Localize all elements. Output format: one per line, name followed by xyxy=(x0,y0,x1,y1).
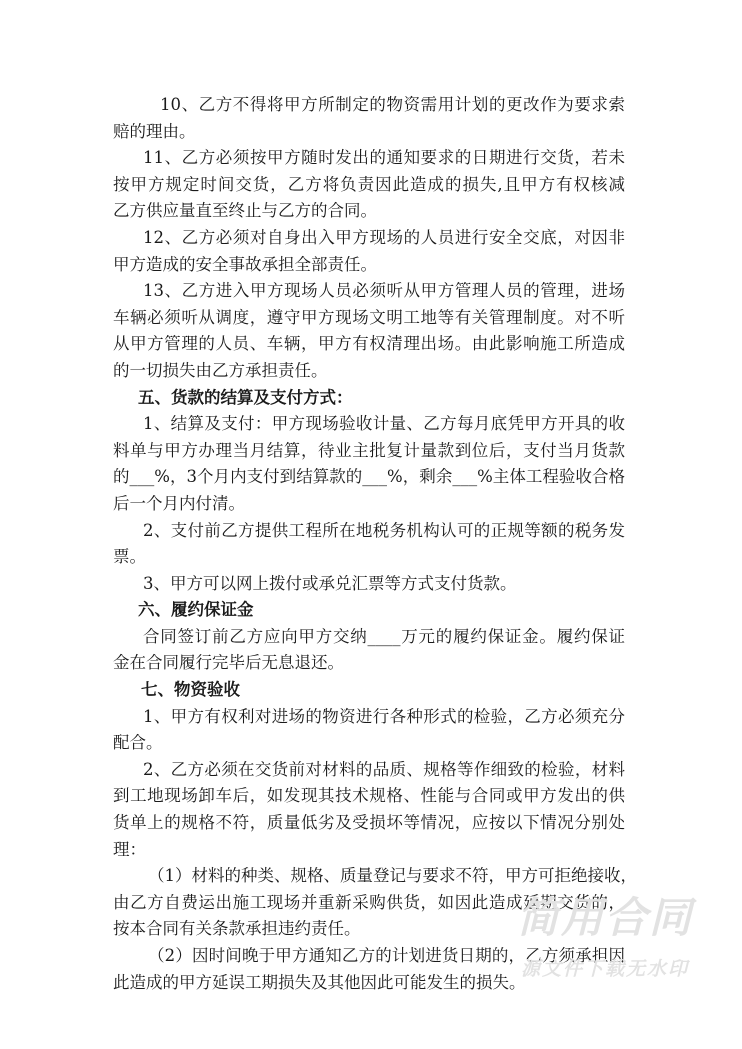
text-line: 料单与甲方办理当月结算，待业主批复计量款到位后，支付当月货款 xyxy=(113,440,625,460)
text-line: 理： xyxy=(113,839,146,859)
clause-paragraph xyxy=(113,704,625,757)
text-line: 2、支付前乙方提供工程所在地税务机构认可的正规等额的税务发 xyxy=(143,520,625,540)
text-line: 1、甲方有权利对进场的物资进行各种形式的检验，乙方必须充分 xyxy=(143,706,625,726)
text-line: 甲方造成的安全事故承担全部责任。 xyxy=(113,254,377,274)
section-heading xyxy=(113,597,625,624)
clause-paragraph xyxy=(113,278,625,384)
text-line: 七、物资验收 xyxy=(141,680,240,700)
clause-paragraph xyxy=(113,624,625,677)
text-line: 由乙方自费运出施工现场并重新采购供货，如因此造成延期交货的， xyxy=(113,892,625,912)
text-line: 按甲方规定时间交货，乙方将负责因此造成的损失,且甲方有权核减 xyxy=(113,174,625,194)
text-line: 13、乙方进入甲方现场人员必须听从甲方管理人员的管理，进场 xyxy=(143,281,625,301)
text-line: 的___%，3个月内支付到结算款的___%，剩余___%主体工程验收合格 xyxy=(113,467,625,487)
text-line: 1、结算及支付：甲方现场验收计量、乙方每月底凭甲方开具的收 xyxy=(143,414,625,434)
text-line: 的一切损失由乙方承担责任。 xyxy=(113,360,328,380)
text-line: 3、甲方可以网上拨付或承兑汇票等方式支付货款。 xyxy=(143,573,517,593)
text-line: 到工地现场卸车后，如发现其技术规格、性能与合同或甲方发出的供 xyxy=(113,786,625,806)
text-line: 五、货款的结算及支付方式： xyxy=(138,387,353,407)
contract-page-body xyxy=(113,92,637,996)
text-line: 货单上的规格不符，质量低劣及受损坏等情况，应按以下情况分别处 xyxy=(113,813,625,833)
text-line: （2）因时间晚于甲方通知乙方的计划进货日期的，乙方须承担因 xyxy=(148,946,625,965)
text-line: 六、履约保证金 xyxy=(138,600,254,620)
clause-paragraph xyxy=(113,571,625,598)
text-line: 10、乙方不得将甲方所制定的物资需用计划的更改作为要求索 xyxy=(160,95,625,114)
section-heading xyxy=(113,677,625,704)
text-line: 乙方供应量直至终止与乙方的合同。 xyxy=(113,201,377,221)
text-line: 2、乙方必须在交货前对材料的品质、规格等作细致的检验，材料 xyxy=(143,759,625,779)
text-line: 后一个月内付清。 xyxy=(113,493,245,513)
text-line: （1）材料的种类、规格、质量登记与要求不符，甲方可拒绝接收， xyxy=(148,866,637,886)
text-line: 从甲方管理的人员、车辆，甲方有权清理出场。由此影响施工所造成 xyxy=(113,334,625,354)
text-line: 配合。 xyxy=(113,733,163,753)
text-line: 12、乙方必须对自身出入甲方现场的人员进行安全交底，对因非 xyxy=(143,227,625,247)
text-line: 合同签订前乙方应向甲方交纳____万元的履约保证金。履约保证 xyxy=(143,626,625,646)
section-heading xyxy=(113,385,625,412)
watermark-title: 简用合同 xyxy=(516,893,693,942)
text-line: 票。 xyxy=(113,547,146,567)
text-line: 金在合同履行完毕后无息退还。 xyxy=(113,653,344,673)
clause-paragraph xyxy=(113,145,625,225)
clause-paragraph xyxy=(113,411,625,517)
watermark-subtitle: 源文件下载无水印 xyxy=(520,958,689,980)
clause-paragraph xyxy=(113,518,625,571)
text-line: 11、乙方必须按甲方随时发出的通知要求的日期进行交货，若未 xyxy=(143,148,625,168)
text-line: 此造成的甲方延误工期损失及其他因此可能发生的损失。 xyxy=(113,972,526,992)
text-line: 赔的理由。 xyxy=(113,121,196,141)
clause-paragraph xyxy=(113,757,625,863)
clause-paragraph xyxy=(113,225,625,278)
text-line: 按本合同有关条款承担违约责任。 xyxy=(113,919,361,939)
watermark xyxy=(505,893,705,987)
clause-paragraph xyxy=(113,92,625,145)
text-line: 车辆必须听从调度，遵守甲方现场文明工地等有关管理制度。对不听 xyxy=(113,307,625,327)
